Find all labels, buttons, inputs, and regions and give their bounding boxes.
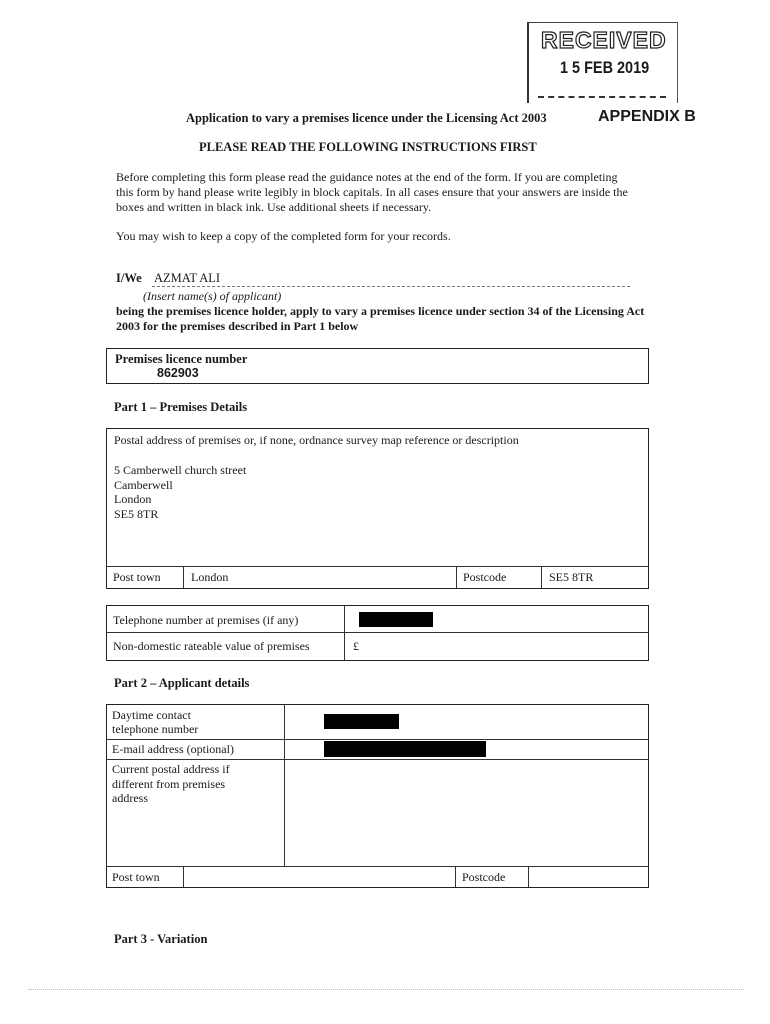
email-label: E-mail address (optional)	[112, 742, 234, 756]
post-town-label: Post town	[113, 570, 161, 584]
divider	[456, 566, 457, 588]
rateable-value-field[interactable]: £	[353, 639, 359, 653]
part3-heading: Part 3 - Variation	[114, 932, 208, 946]
licence-number-value[interactable]: 862903	[157, 366, 199, 380]
applicant-postcode-label: Postcode	[462, 870, 506, 884]
premises-address-value[interactable]	[114, 463, 246, 521]
current-postal-address-label	[112, 762, 230, 806]
premises-telephone-label: Telephone number at premises (if any)	[113, 613, 299, 627]
postal-label-line: Current postal address if	[112, 762, 230, 776]
premises-address-label: Postal address of premises or, if none, ordnance survey map reference or description	[114, 433, 519, 447]
instructions-heading: PLEASE READ THE FOLLOWING INSTRUCTIONS FIRST	[199, 140, 537, 154]
page-bottom-line	[28, 989, 744, 990]
divider	[455, 866, 456, 887]
divider	[106, 739, 649, 740]
applicant-name[interactable]: AZMAT ALI	[154, 271, 221, 285]
applicant-post-town-label: Post town	[112, 870, 160, 884]
part2-heading: Part 2 – Applicant details	[114, 676, 250, 690]
postal-label-line: address	[112, 791, 148, 805]
divider	[284, 704, 285, 866]
rateable-value-label: Non-domestic rateable value of premises	[113, 639, 310, 653]
address-line: 5 Camberwell church street	[114, 463, 247, 477]
form-title: Application to vary a premises licence under the Licensing Act 2003	[186, 111, 547, 125]
appendix-label: APPENDIX B	[598, 108, 696, 125]
daytime-phone-label-line: telephone number	[112, 722, 199, 736]
applicant-postcode-field[interactable]	[533, 868, 643, 884]
post-town-row-divider	[106, 566, 649, 567]
part1-heading: Part 1 – Premises Details	[114, 400, 248, 414]
divider	[541, 566, 542, 588]
daytime-phone-label	[112, 708, 198, 736]
divider	[106, 632, 649, 633]
redacted-daytime-phone	[324, 714, 399, 729]
stamp-divider	[538, 96, 666, 98]
postcode-label: Postcode	[463, 570, 507, 584]
stamp-title: RECEIVED	[541, 27, 667, 53]
divider	[183, 566, 184, 588]
address-line: London	[114, 492, 152, 506]
applicant-hint: (Insert name(s) of applicant)	[143, 289, 282, 303]
applicant-statement: being the premises licence holder, apply to vary a premises licence under section 34 of the Licensing Act 2003 for the premises described in Part 1 below	[116, 304, 645, 333]
daytime-phone-label-line: Daytime contact	[112, 708, 191, 722]
intro-paragraph: Before completing this form please read the guidance notes at the end of the form. If you are completing this form by hand please write legibly in block capitals. In all cases ensure that your answers are inside the boxes and written in black ink. Use additional sheets if necessary.	[116, 170, 628, 214]
address-line: Camberwell	[114, 477, 173, 492]
redacted-telephone	[359, 612, 433, 627]
applicant-post-town-field[interactable]	[188, 868, 450, 884]
postal-label-line: different from premises	[112, 776, 226, 791]
copy-note: You may wish to keep a copy of the completed form for your records.	[116, 229, 451, 243]
divider	[344, 605, 345, 661]
divider	[528, 866, 529, 887]
address-line: SE5 8TR	[114, 506, 159, 521]
stamp-date: 1 5 FEB 2019	[560, 58, 650, 77]
divider	[106, 759, 649, 760]
current-postal-address-field[interactable]	[290, 762, 640, 862]
applicant-name-line	[152, 286, 630, 287]
postcode-value[interactable]: SE5 8TR	[549, 570, 594, 584]
licence-number-label: Premises licence number	[115, 352, 248, 366]
applicant-label: I/We	[116, 271, 142, 285]
divider	[183, 866, 184, 887]
divider	[106, 866, 649, 867]
redacted-email	[324, 741, 486, 757]
post-town-value[interactable]: London	[191, 570, 229, 584]
